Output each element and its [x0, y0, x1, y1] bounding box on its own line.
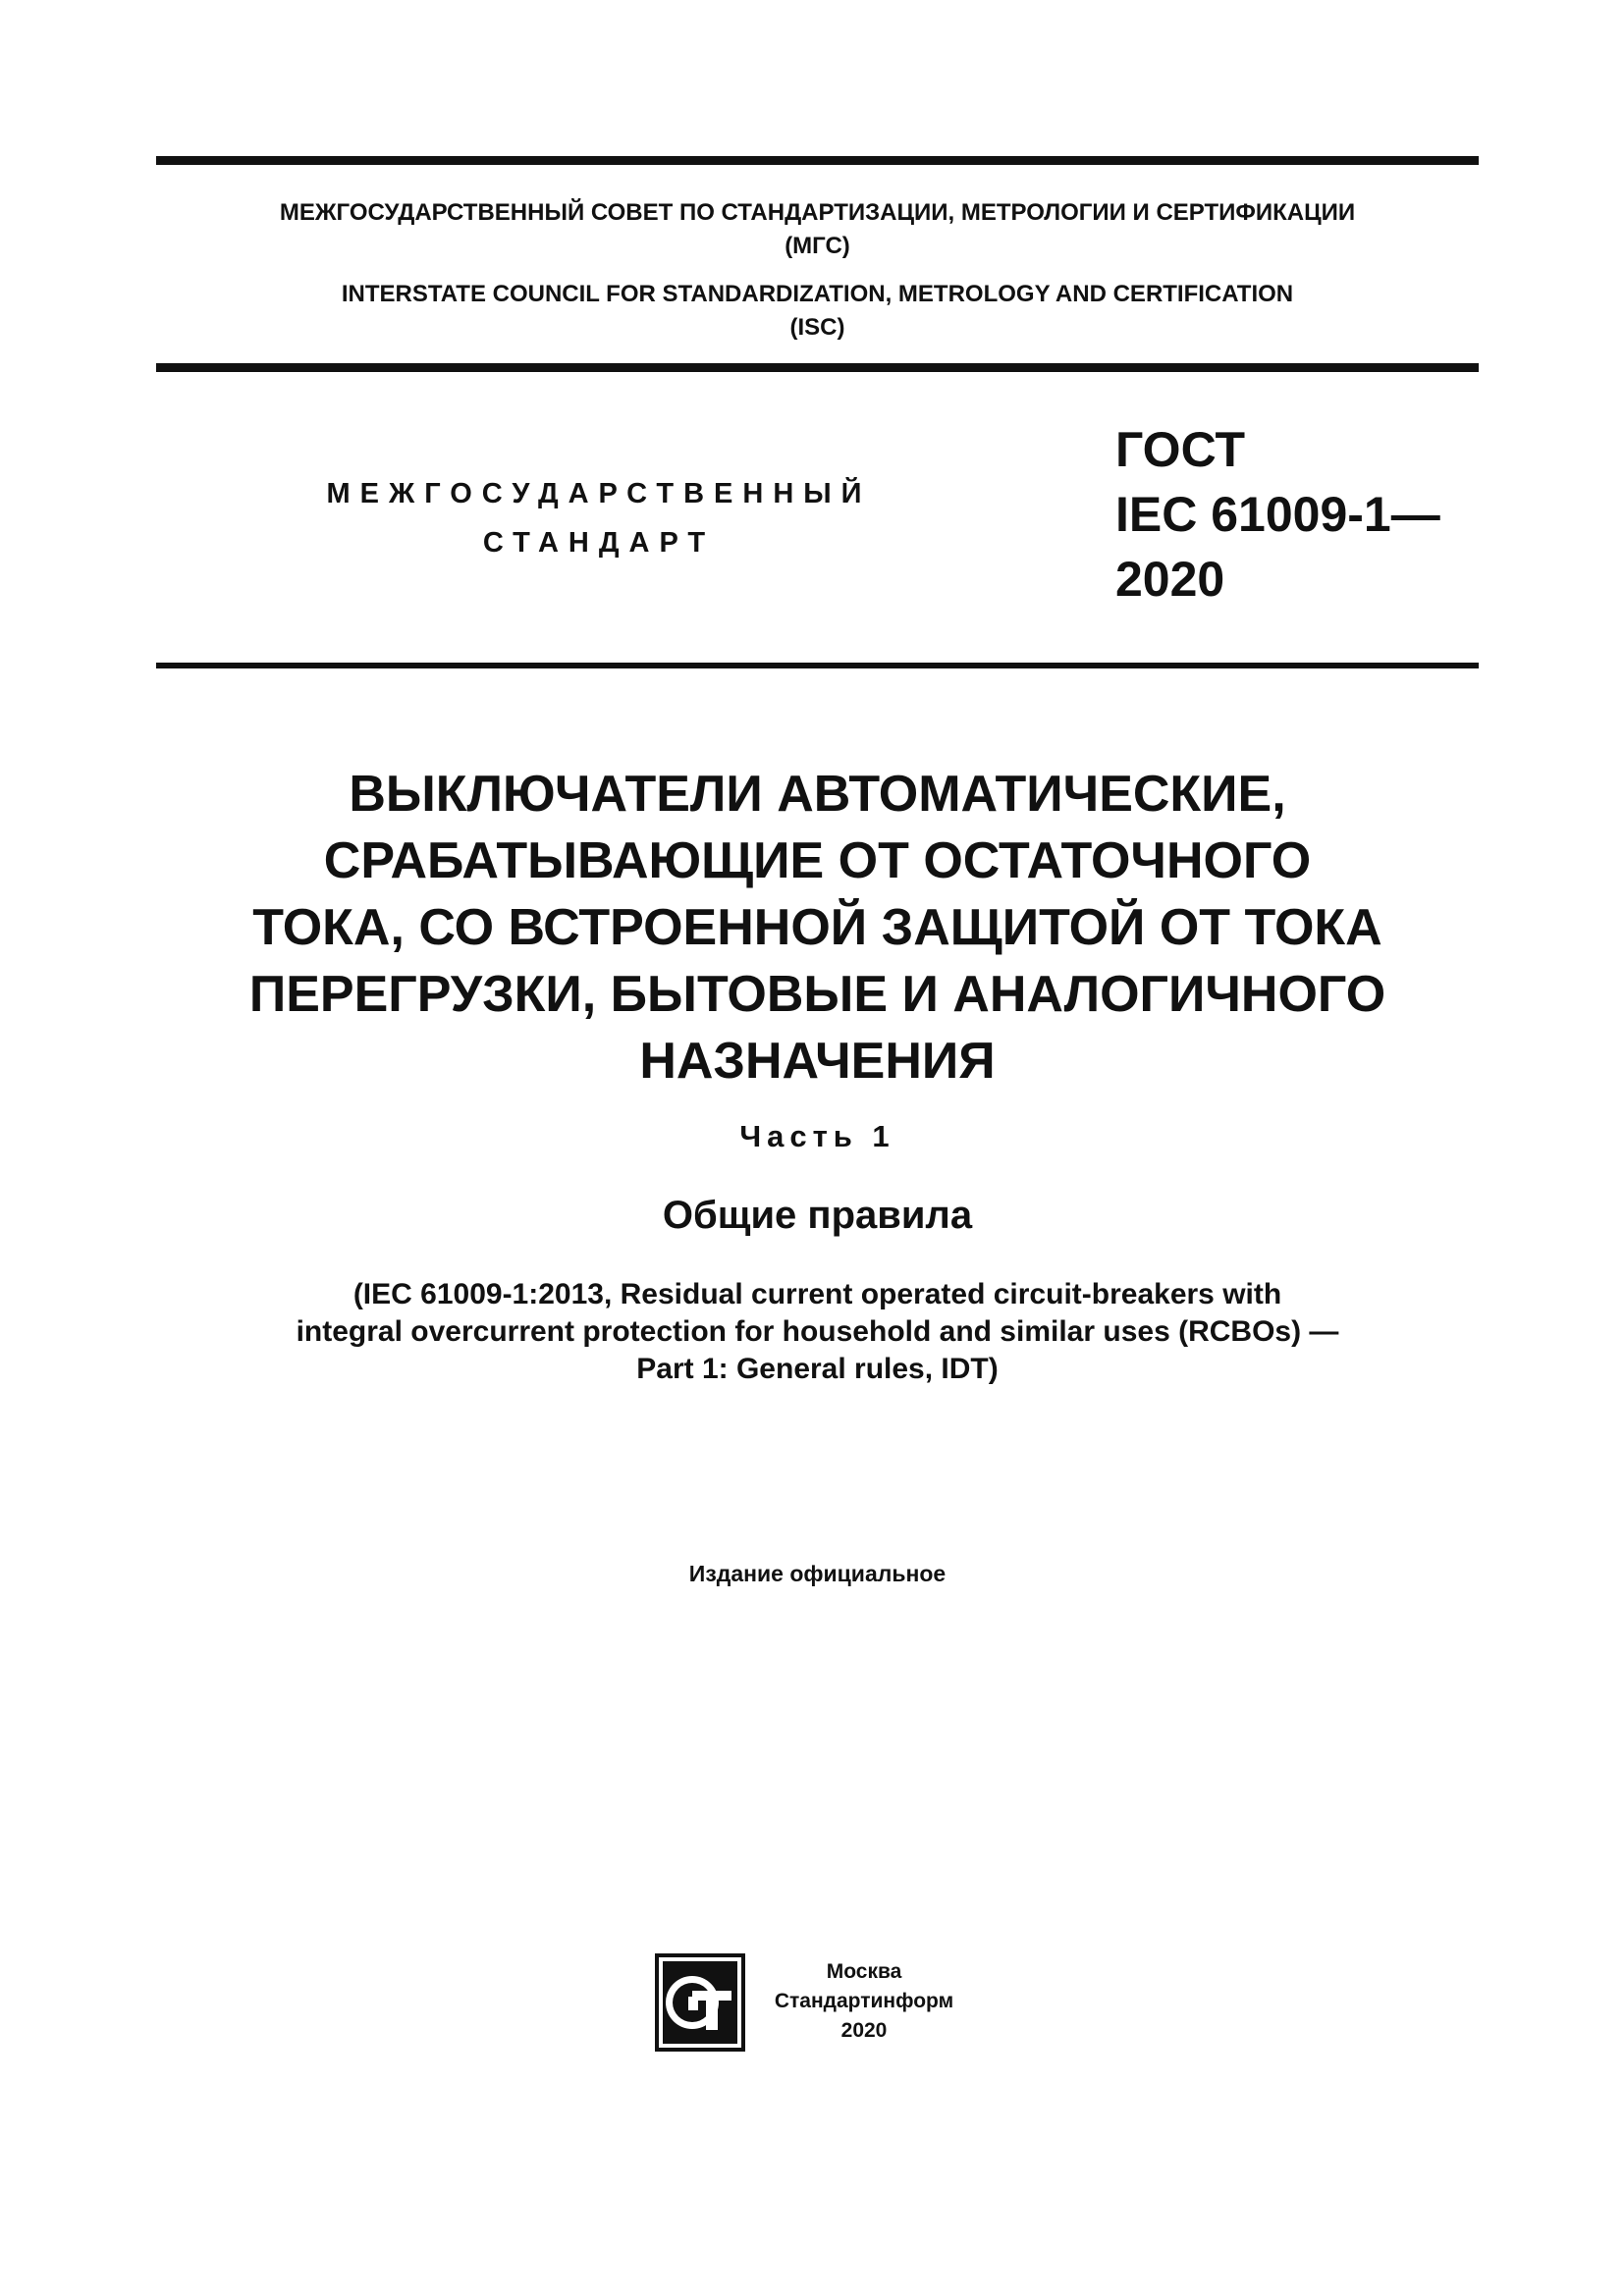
standard-code-line1: ГОСТ	[1115, 422, 1245, 477]
title-line: ТОКА, СО ВСТРОЕННОЙ ЗАЩИТОЙ ОТ ТОКА	[252, 899, 1382, 956]
iec-reference-line: integral overcurrent protection for household and similar uses (RCBOs) —	[296, 1315, 1339, 1348]
publisher-info	[766, 1957, 962, 2046]
title-line: ПЕРЕГРУЗКИ, БЫТОВЫЕ И АНАЛОГИЧНОГО	[248, 966, 1386, 1023]
title-line: СРАБАТЫВАЮЩИЕ ОТ ОСТАТОЧНОГО	[323, 832, 1312, 889]
standard-code-line3: 2020	[1115, 552, 1225, 607]
standard-type	[255, 469, 943, 567]
publisher-name: Стандартинформ	[774, 1990, 954, 2012]
council-en-name: INTERSTATE COUNCIL FOR STANDARDIZATION, METROLOGY AND CERTIFICATION	[341, 281, 1294, 307]
standard-code-line2: IEC 61009-1—	[1115, 487, 1440, 542]
title-line: ВЫКЛЮЧАТЕЛИ АВТОМАТИЧЕСКИЕ,	[349, 766, 1286, 823]
standartinform-logo-icon	[655, 1953, 745, 2052]
council-en	[156, 278, 1479, 345]
part-title: Общие правила	[662, 1194, 973, 1237]
iec-reference	[156, 1276, 1479, 1388]
iec-reference-line: (IEC 61009-1:2013, Residual current operated circuit-breakers with	[352, 1278, 1282, 1310]
council-ru-abbr: (МГС)	[785, 233, 850, 259]
council-ru-name: МЕЖГОСУДАРСТВЕННЫЙ СОВЕТ ПО СТАНДАРТИЗАЦИИ, МЕТРОЛОГИИ И СЕРТИФИКАЦИИ	[279, 199, 1356, 226]
publisher-city: Москва	[826, 1960, 902, 1983]
standard-code	[1115, 417, 1440, 612]
document-title	[156, 761, 1479, 1095]
title-line: НАЗНАЧЕНИЯ	[639, 1033, 996, 1090]
edition-note: Издание официальное	[688, 1561, 947, 1586]
iec-reference-line: Part 1: General rules, IDT)	[636, 1353, 999, 1385]
top-rule	[156, 156, 1479, 165]
standard-type-line1: МЕЖГОСУДАРСТВЕННЫЙ	[326, 478, 872, 509]
council-en-abbr: (ISC)	[789, 314, 845, 341]
council-ru	[156, 196, 1479, 263]
header-divider	[156, 663, 1479, 668]
council-divider	[156, 363, 1479, 372]
part-label: Часть 1	[739, 1119, 895, 1153]
standard-type-line2: СТАНДАРТ	[482, 527, 716, 559]
publisher-year: 2020	[840, 2019, 888, 2042]
